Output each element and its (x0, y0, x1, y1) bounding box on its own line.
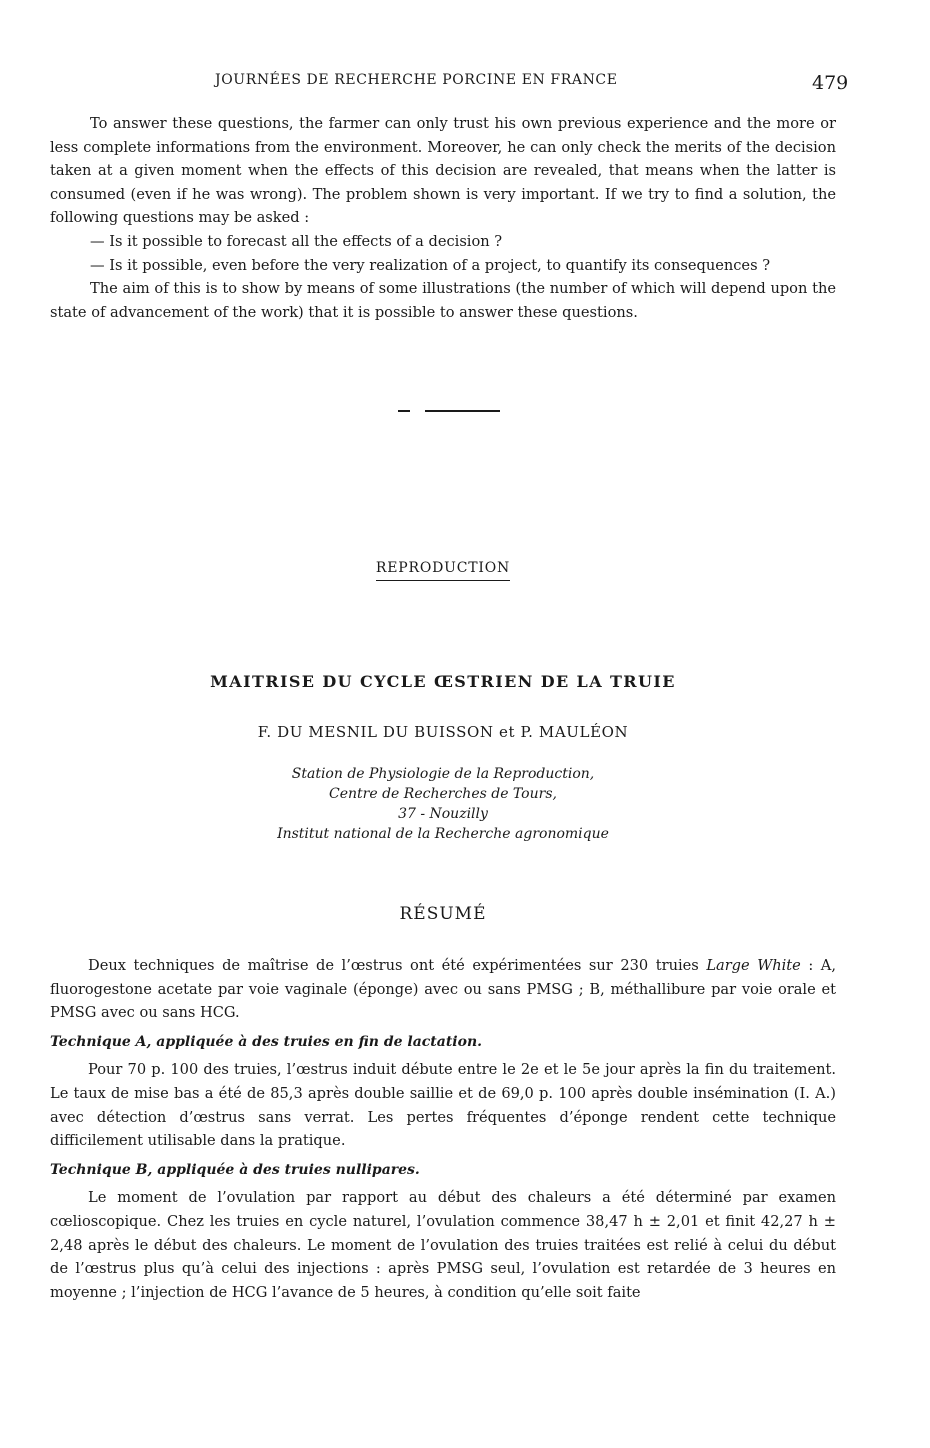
author-affiliation (0, 764, 886, 844)
resume-text: Deux techniques de maîtrise de l’œstrus ont été expérimentées sur 230 truies (88, 957, 707, 974)
technique-a-paragraph: Pour 70 p. 100 des truies, l’œstrus induit débute entre le 2e et le 5e jour après la fin du traitement. Le taux de mise bas a été de 85,3 après double saillie et de 69,0 p. 100 après double insémination (I. A.) avec détection d’œstrus sans verrat. Les pertes fréquentes d’éponge rendent cette technique difficilement utilisable dans la pratique. (50, 1061, 836, 1150)
intro-paragraph: The aim of this is to show by means of some illustrations (the number of which will depend upon the state of advancement of the work) that it is possible to answer these questions. (50, 280, 836, 321)
intro-paragraph: To answer these questions, the farmer can only trust his own previous experience and the more or less complete informations from the environment. Moreover, he can only check the merits of the decision taken at a given moment when the effects of this decision are revealed, that means when the latter is consumed (even if he was wrong). The problem shown is very important. If we try to find a solution, the following questions may be asked : (50, 115, 836, 227)
resume-body (50, 954, 836, 1304)
running-head: JOURNÉES DE RECHERCHE PORCINE EN FRANCE (215, 72, 618, 88)
section-heading-text: REPRODUCTION (376, 560, 510, 581)
separator-dash (398, 410, 410, 412)
section-separator (398, 408, 503, 412)
separator-rule (425, 410, 500, 412)
technique-b-paragraph: Le moment de l’ovulation par rapport au début des chaleurs a été déterminé par examen cœlioscopique. Chez les truies en cycle naturel, l’ovulation commence 38,47 h ± 2,01 et finit 42,27 h ± 2,48 après le début des chaleurs. Le moment de l’ovulation des truies traitées est relié à celui du début de l’œstrus plus qu’à celui des injections : après PMSG seul, l’ovulation est retardée de 3 heures en moyenne ; l’injection de HCG l’avance de 5 heures, à condition qu’elle soit faite (50, 1189, 836, 1301)
technique-a-heading: Technique A, appliquée à des truies en fin de lactation. (50, 1033, 483, 1050)
question-item: — Is it possible to forecast all the effects of a decision ? (90, 232, 503, 250)
technique-b-heading: Technique B, appliquée à des truies nullipares. (50, 1161, 420, 1178)
affiliation-line: Institut national de la Recherche agronomique (277, 826, 609, 842)
article-authors: F. DU MESNIL DU BUISSON et P. MAULÉON (257, 723, 629, 741)
question-item: — Is it possible, even before the very realization of a project, to quantify its consequences ? (90, 256, 771, 274)
affiliation-line: Station de Physiologie de la Reproduction, (291, 766, 595, 782)
section-heading (0, 560, 886, 581)
page-number: 479 (812, 72, 849, 94)
article-title: MAITRISE DU CYCLE ŒSTRIEN DE LA TRUIE (210, 672, 676, 691)
resume-paragraph (50, 954, 836, 1025)
affiliation-line: Centre de Recherches de Tours, (329, 786, 557, 802)
resume-text: : A, fluorogestone acetate par voie vaginale (éponge) avec ou sans PMSG ; B, méthallibure par voie orale et PMSG avec ou sans HCG. (50, 957, 836, 1022)
intro-text (50, 112, 836, 324)
affiliation-line: 37 - Nouzilly (398, 806, 488, 822)
breed-name: Large White (706, 957, 801, 974)
resume-heading: RÉSUMÉ (399, 904, 487, 924)
